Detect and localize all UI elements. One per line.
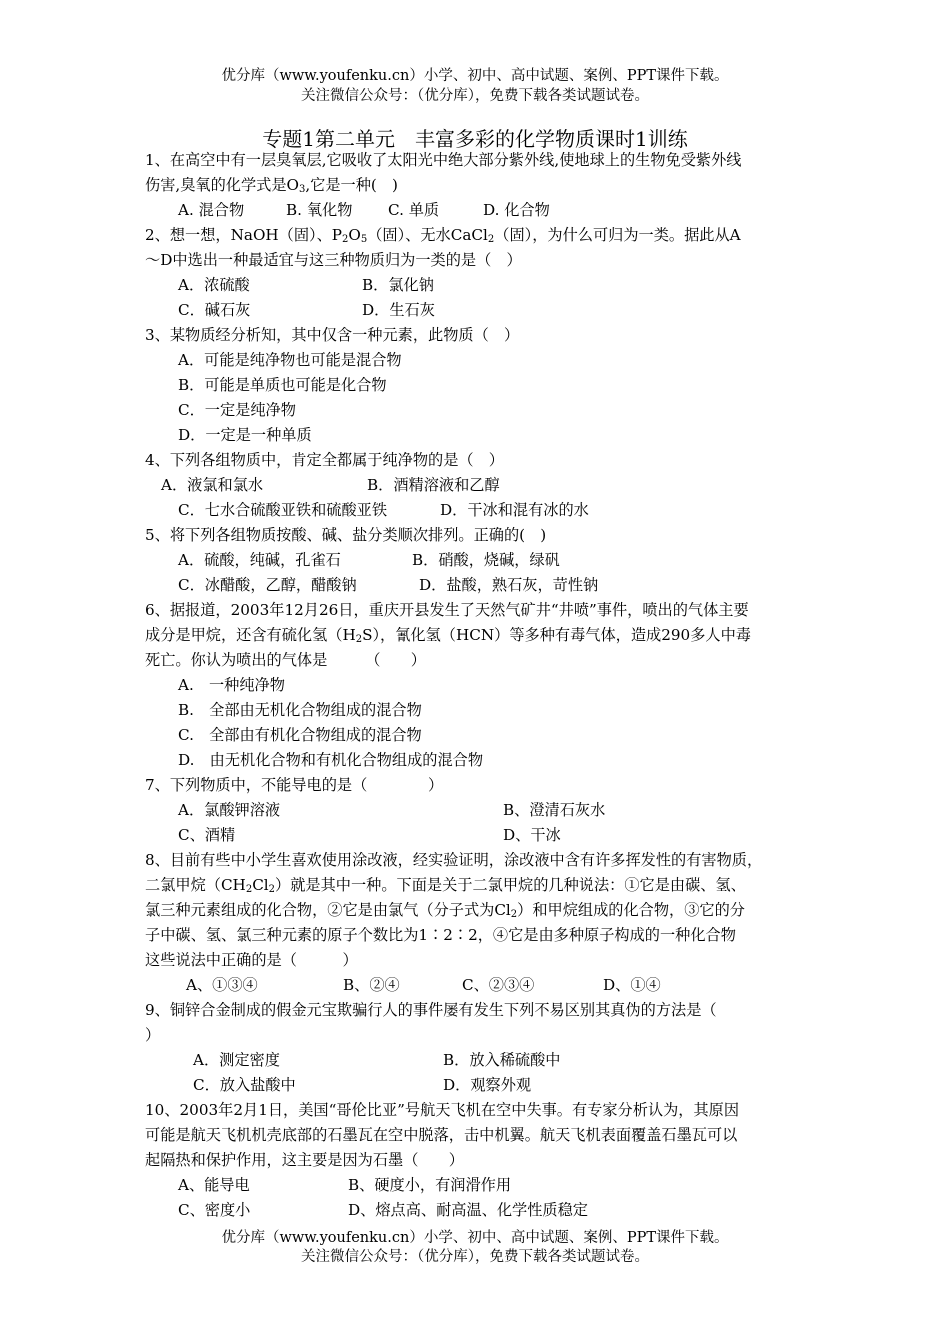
q9-option-c: C．放入盐酸中 — [193, 1076, 296, 1094]
q6-option-b-line — [145, 698, 815, 723]
q6-option-b: B. 全部由无机化合物组成的混合物 — [178, 701, 422, 719]
q5-stem: 5、将下列各组物质按酸、碱、盐分类顺次排列。正确的( ) — [145, 526, 547, 544]
q10-option-d: D、熔点高、耐高温、化学性质稳定 — [348, 1201, 588, 1219]
q8-stem-line-1: 8、目前有些中小学生喜欢使用涂改液，经实验证明，涂改液中含有许多挥发性的有害物质， — [145, 851, 763, 869]
q2-option-b: B．氯化钠 — [362, 276, 434, 294]
q3-option-b-line — [145, 373, 815, 398]
q8-options — [145, 973, 815, 998]
q1-options — [145, 198, 815, 223]
q2-stem-line-2: ～D中选出一种最适宜与这三种物质归为一类的是（ ） — [145, 251, 522, 269]
q8-stem-line-2: 二氯甲烷$(CH_2Cl_2)$就是其中一种。下面是关于二氯甲烷的几种说法：①它是由碳、氢、 — [145, 876, 746, 895]
page-title: 专题1第二单元 丰富多彩的化学物质课时1训练 — [262, 127, 688, 151]
q10-stem-line-3: 起隔热和保护作用，这主要是因为石墨（ ） — [145, 1151, 464, 1169]
footer-line-1: 优分库（www.youfenku.cn）小学、初中、高中试题、案例、PPT课件下载。 — [221, 1230, 729, 1246]
q6-option-d-line — [145, 748, 815, 773]
q3-option-c-line — [145, 398, 815, 423]
q2-option-a: A．浓硫酸 — [178, 276, 250, 294]
q8-option-b: B、②④ — [343, 976, 400, 994]
q9-option-d: D．观察外观 — [443, 1076, 532, 1094]
q5-option-c: C．冰醋酸，乙醇，醋酸钠 — [178, 576, 357, 594]
q1-option-a: A. 混合物 — [178, 201, 245, 219]
q5-option-a: A．硫酸，纯碱，孔雀石 — [178, 551, 341, 569]
q6-option-a-line — [145, 673, 815, 698]
q3-option-b: B．可能是单质也可能是化合物 — [178, 376, 387, 394]
q8-option-a: A、①③④ — [186, 976, 258, 994]
q1-stem-line-1: 1、在高空中有一层臭氧层,它吸收了太阳光中绝大部分紫外线,使地球上的生物免受紫外线 — [145, 151, 742, 169]
q6-stem-line-3: 死亡。你认为喷出的气体是 （ ） — [145, 651, 426, 669]
q7-option-d: D、干冰 — [503, 826, 561, 844]
q9-stem-line-2: ） — [145, 1026, 161, 1044]
q1-option-c: C. 单质 — [388, 201, 440, 219]
q2-stem-line-1: 2、想一想，NaOH（固）、$P_2O_5$（固）、无水CaCl$_2$（固），为什么可归为一类。据此从A — [145, 226, 741, 245]
q7-option-b: B、澄清石灰水 — [503, 801, 606, 819]
q2-options-row-1 — [145, 273, 815, 298]
q10-stem-line-2: 可能是航天飞机机壳底部的石墨瓦在空中脱落，击中机翼。航天飞机表面覆盖石墨瓦可以 — [145, 1126, 738, 1144]
q10-option-a: A、能导电 — [178, 1176, 250, 1194]
q7-options-row-2 — [145, 823, 815, 848]
q1-option-b: B. 氧化物 — [286, 201, 353, 219]
q6-option-c: C. 全部由有机化合物组成的混合物 — [178, 726, 422, 744]
q6-option-d: D. 由无机化合物和有机化合物组成的混合物 — [178, 751, 484, 769]
q9-options-row-2 — [145, 1073, 815, 1098]
q8-option-d: D、①④ — [603, 976, 661, 994]
q3-option-d: D．一定是一种单质 — [178, 426, 312, 444]
q7-stem: 7、下列物质中，不能导电的是（ ） — [145, 776, 444, 794]
q4-option-b: B．酒精溶液和乙醇 — [367, 476, 500, 494]
q7-option-c: C、酒精 — [178, 826, 236, 844]
q4-option-d: D．干冰和混有冰的水 — [440, 501, 589, 519]
q10-option-c: C、密度小 — [178, 1201, 251, 1219]
q8-option-c: C、②③④ — [462, 976, 535, 994]
q5-option-d: D．盐酸，熟石灰，苛性钠 — [419, 576, 599, 594]
q3-stem: 3、某物质经分析知，其中仅含一种元素，此物质（ ） — [145, 326, 520, 344]
q7-options-row-1 — [145, 798, 815, 823]
q3-option-a-line — [145, 348, 815, 373]
q4-options-row-2 — [145, 498, 815, 523]
q8-stem-line-3: 氯三种元素组成的化合物，②它是由氯气（分子式为$Cl_2$）和甲烷组成的化合物，③它的分 — [145, 901, 745, 920]
q1-option-d: D. 化合物 — [483, 201, 550, 219]
q7-option-a: A．氯酸钾溶液 — [178, 801, 281, 819]
q6-option-c-line — [145, 723, 815, 748]
q2-option-d: D．生石灰 — [362, 301, 435, 319]
q9-options-row-1 — [145, 1048, 815, 1073]
q9-option-a: A．测定密度 — [193, 1051, 280, 1069]
q8-stem-line-4: 子中碳、氢、氯三种元素的原子个数比为1∶2∶2，④它是由多种原子构成的一种化合物 — [145, 926, 736, 944]
q5-options-row-1 — [145, 548, 815, 573]
q5-options-row-2 — [145, 573, 815, 598]
header-line-1: 优分库（www.youfenku.cn）小学、初中、高中试题、案例、PPT课件下载。 — [221, 68, 729, 84]
footer-line-2: 关注微信公众号：（优分库），免费下载各类试题试卷。 — [301, 1249, 649, 1265]
q6-stem-line-2: 成分是甲烷，还含有硫化氢$(H_2S)$，氰化氢（HCN）等多种有毒气体，造成290多人中毒 — [145, 626, 751, 645]
q9-stem-line-1: 9、铜锌合金制成的假金元宝欺骗行人的事件屡有发生下列不易区别其真伪的方法是（ — [145, 1001, 717, 1019]
q10-option-b: B、硬度小，有润滑作用 — [348, 1176, 512, 1194]
q6-stem-line-1: 6、据报道，2003年12月26日，重庆开县发生了天然气矿井“井喷”事件，喷出的气体主要 — [145, 601, 749, 619]
header-line-2: 关注微信公众号：（优分库），免费下载各类试题试卷。 — [301, 88, 649, 104]
q4-options-row-1 — [145, 473, 815, 498]
q4-option-a: A．液氯和氯水 — [161, 476, 264, 494]
q10-options-row-1 — [145, 1173, 815, 1198]
q3-option-a: A．可能是纯净物也可能是混合物 — [178, 351, 402, 369]
q4-option-c: C．七水合硫酸亚铁和硫酸亚铁 — [178, 501, 388, 519]
q9-option-b: B．放入稀硫酸中 — [443, 1051, 561, 1069]
q4-stem: 4、下列各组物质中，肯定全都属于纯净物的是（ ） — [145, 451, 504, 469]
q10-options-row-2 — [145, 1198, 815, 1223]
question-list — [145, 148, 815, 1223]
q8-stem-line-5: 这些说法中正确的是（ ） — [145, 951, 358, 969]
q2-option-c: C．碱石灰 — [178, 301, 251, 319]
q1-stem-line-2: 伤害,臭氧的化学式是$O_3$,它是一种( ) — [145, 176, 398, 195]
q10-stem-line-1: 10、2003年2月1日，美国“哥伦比亚”号航天飞机在空中失事。有专家分析认为，其原因 — [145, 1101, 740, 1119]
q3-option-c: C．一定是纯净物 — [178, 401, 296, 419]
q6-option-a: A. 一种纯净物 — [178, 676, 285, 694]
q3-option-d-line — [145, 423, 815, 448]
q2-options-row-2 — [145, 298, 815, 323]
q5-option-b: B．硝酸，烧碱，绿矾 — [412, 551, 560, 569]
